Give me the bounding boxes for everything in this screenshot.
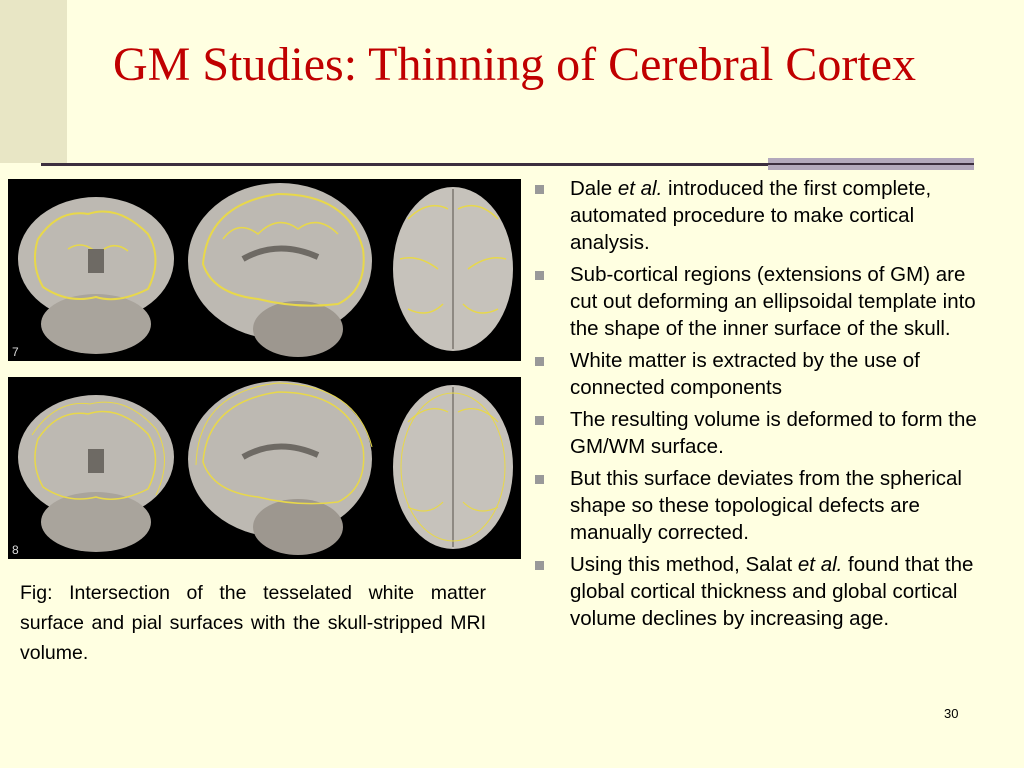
- bullet-text: Using this method, Salat: [570, 553, 798, 576]
- bullet-item: [533, 406, 985, 460]
- figure-caption: Fig: Intersection of the tesselated white matter surface and pial surfaces with the skull-stripped MRI volume.: [20, 582, 486, 664]
- bullet-item: [533, 175, 985, 256]
- slide-title: GM Studies: Thinning of Cerebral Cortex: [113, 38, 917, 91]
- panel-number: 8: [12, 543, 19, 557]
- bullet-item: [533, 261, 985, 342]
- mri-panel-8: [8, 377, 521, 559]
- bullet-text: found that the global cortical thickness and global cortical volume declines by increasing age.: [570, 553, 974, 630]
- square-bullet-icon: [535, 185, 544, 194]
- mri-panel-7: [8, 179, 521, 361]
- bullet-text: The resulting volume is deformed to form the GM/WM surface.: [570, 408, 977, 458]
- square-bullet-icon: [535, 271, 544, 280]
- bullet-text: introduced the first complete, automated procedure to make cortical analysis.: [570, 177, 932, 254]
- bullet-list: [533, 175, 985, 637]
- bullet-text: Sub-cortical regions (extensions of GM) are cut out deforming an ellipsoidal template into the shape of the inner surface of the skull.: [570, 263, 976, 340]
- bullet-text: But this surface deviates from the spherical shape so these topological defects are manually corrected.: [570, 467, 962, 544]
- square-bullet-icon: [535, 416, 544, 425]
- mri-slices-image: [8, 377, 521, 559]
- square-bullet-icon: [535, 357, 544, 366]
- bullet-text: et al.: [797, 553, 843, 576]
- bullet-item: [533, 465, 985, 546]
- mri-figure: [8, 179, 521, 559]
- bullet-item: [533, 347, 985, 401]
- square-bullet-icon: [535, 561, 544, 570]
- bullet-text: White matter is extracted by the use of connected components: [570, 349, 920, 399]
- decorative-side-stripe: [0, 0, 67, 163]
- panel-number: 7: [12, 345, 19, 359]
- bullet-text: Dale: [570, 177, 618, 200]
- bullet-item: [533, 551, 985, 632]
- bullet-text: et al.: [617, 177, 663, 200]
- square-bullet-icon: [535, 475, 544, 484]
- slide-number: 30: [944, 706, 959, 721]
- mri-slices-image: [8, 179, 521, 361]
